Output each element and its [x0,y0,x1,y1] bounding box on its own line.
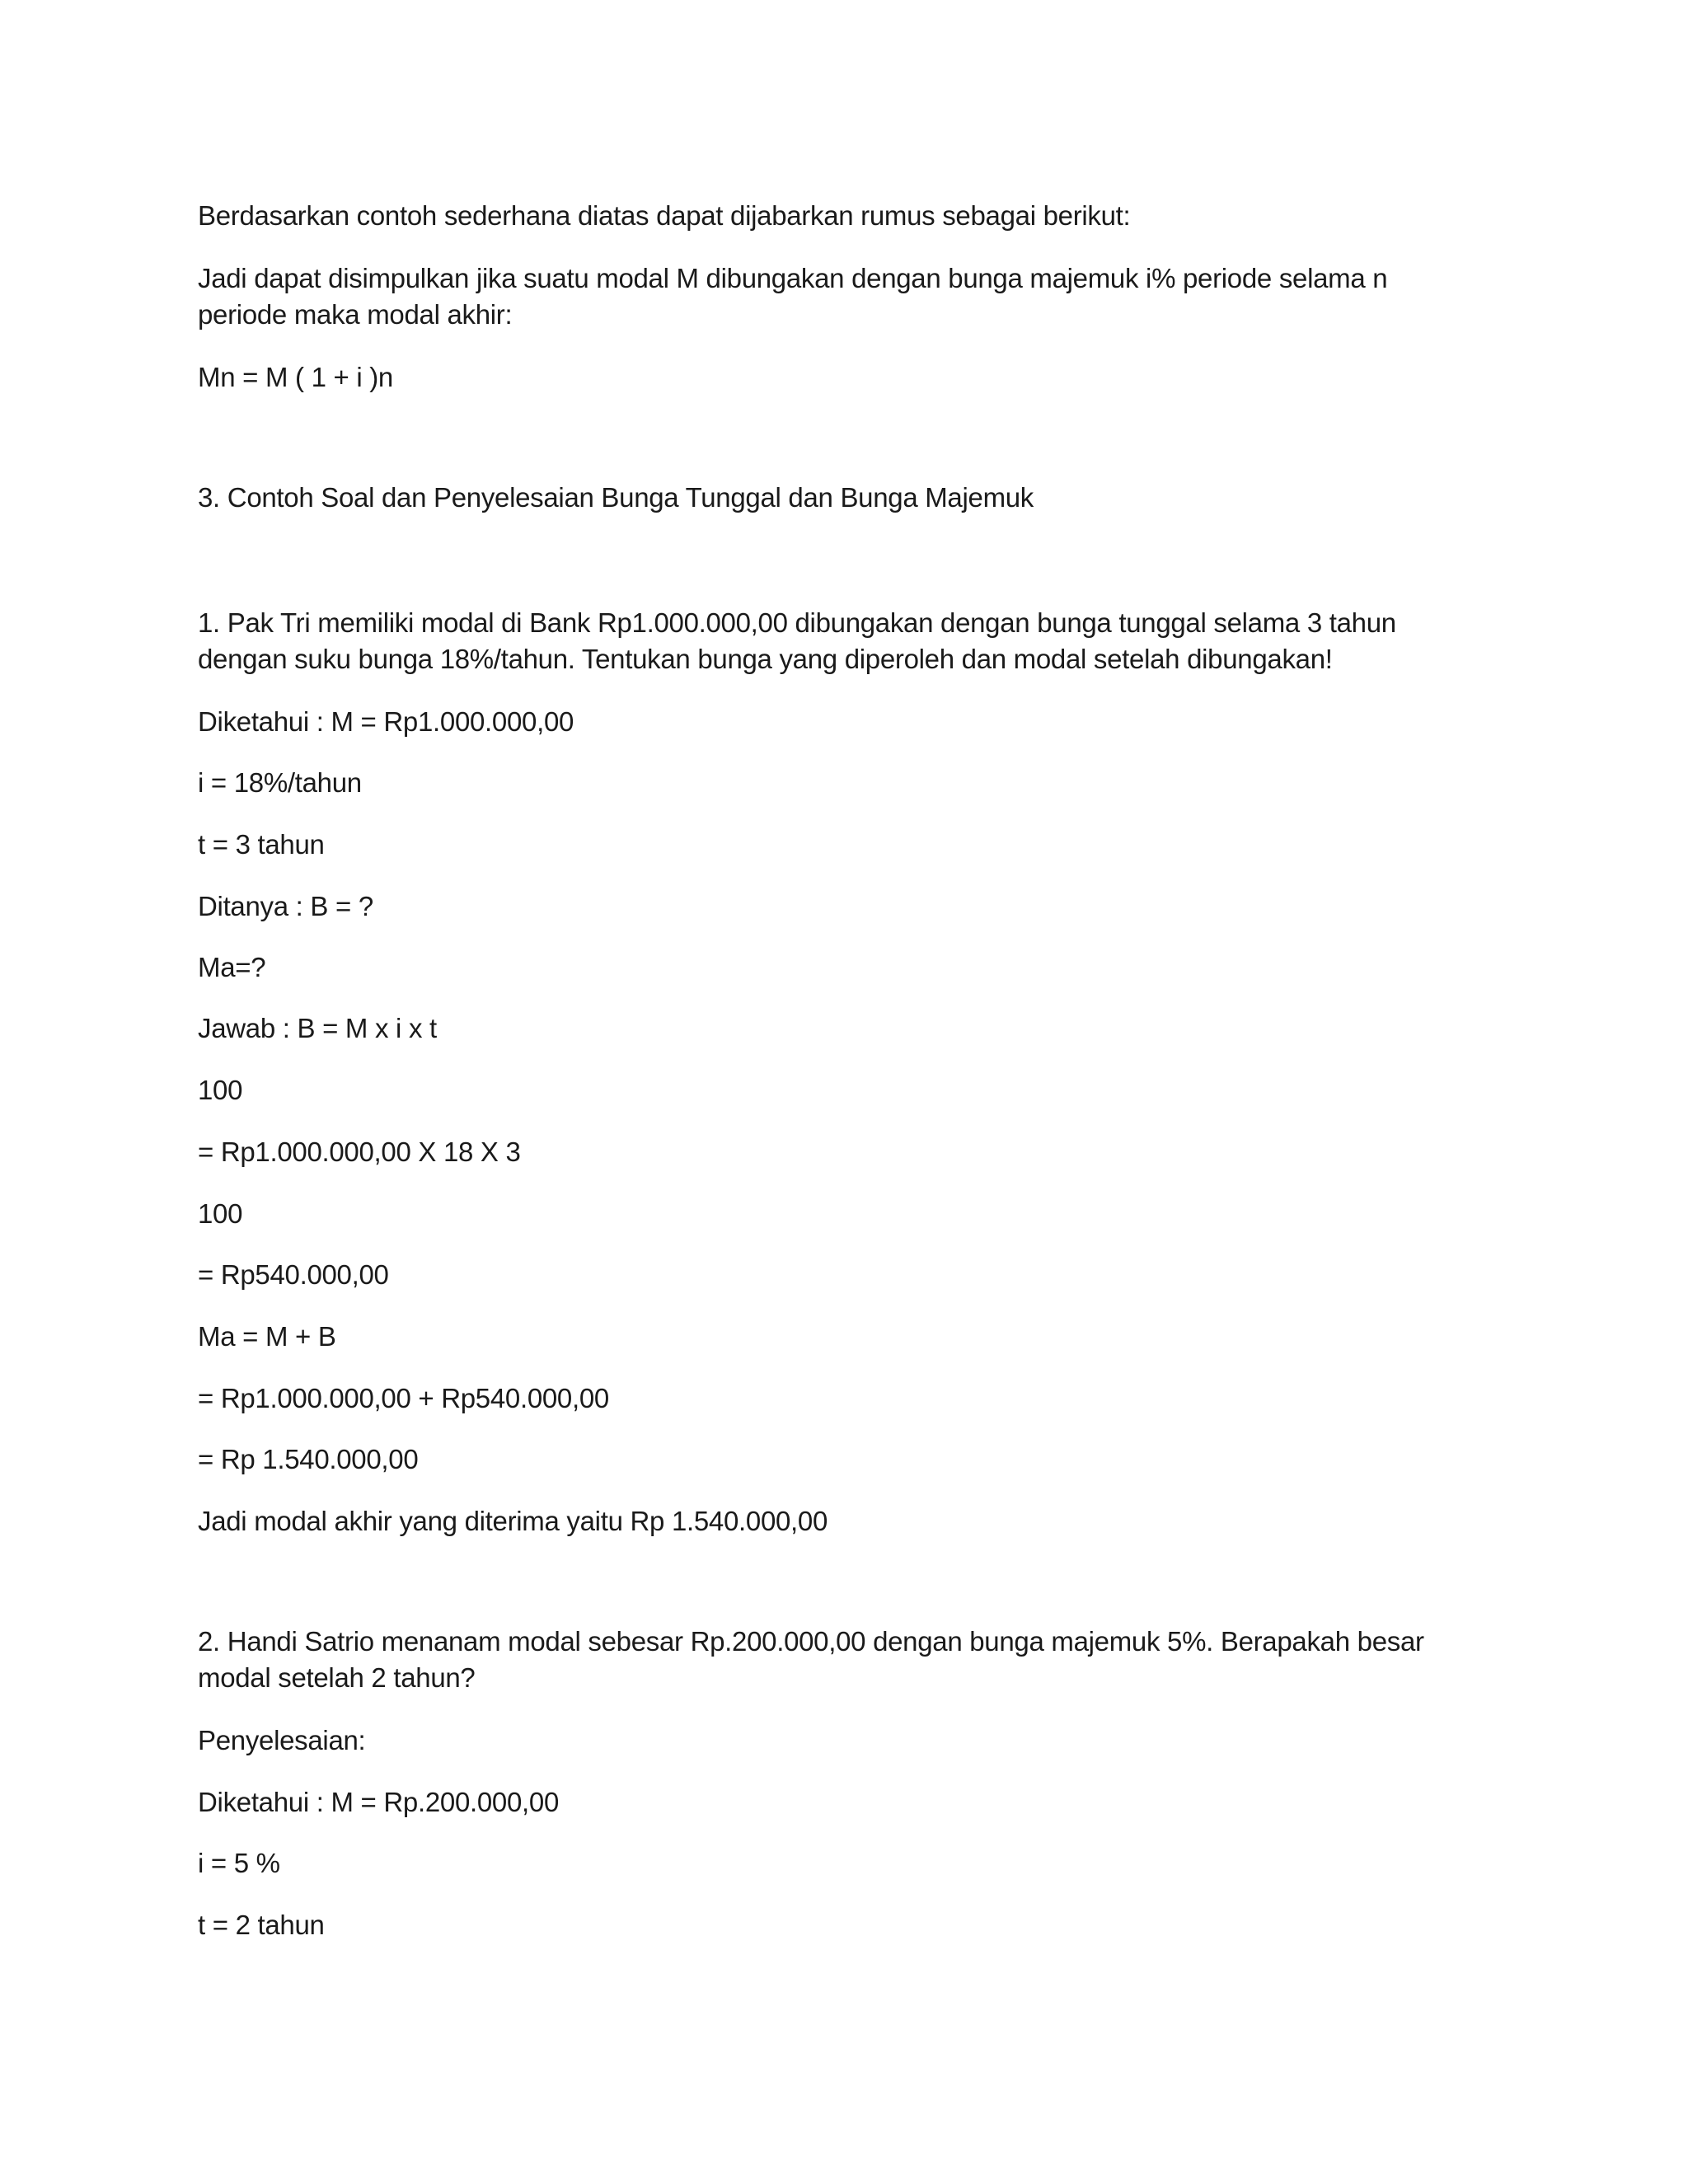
problem2-question-line-2: modal setelah 2 tahun? [198,1662,476,1693]
problem1-answer-formula: Jawab : B = M x i x t [198,1013,437,1043]
intro-text: Berdasarkan contoh sederhana diatas dapat dijabarkan rumus sebagai berikut: [198,200,1131,231]
conclusion-line-1: Jadi dapat disimpulkan jika suatu modal M dibungakan dengan bunga majemuk i% periode selama n [198,263,1388,293]
problem2-question-line-1: 2. Handi Satrio menanam modal sebesar Rp.200.000,00 dengan bunga majemuk 5%. Berapakah besar [198,1626,1424,1657]
problem1-asked-b: Ditanya : B = ? [198,891,373,921]
problem1-denominator-1: 100 [198,1075,243,1105]
problem1-substitution: = Rp1.000.000,00 X 18 X 3 [198,1137,521,1167]
compound-formula: Mn = M ( 1 + i )n [198,362,393,392]
problem2-known-m: Diketahui : M = Rp.200.000,00 [198,1787,559,1817]
problem1-final-result: = Rp 1.540.000,00 [198,1444,419,1474]
section-heading: 3. Contoh Soal dan Penyelesaian Bunga Tunggal dan Bunga Majemuk [198,482,1034,513]
problem1-final-formula: Ma = M + B [198,1321,336,1352]
problem2-known-i: i = 5 % [198,1848,280,1878]
problem1-asked-ma: Ma=? [198,952,266,982]
problem1-question-line-2: dengan suku bunga 18%/tahun. Tentukan bunga yang diperoleh dan modal setelah dibungakan! [198,644,1333,674]
problem1-interest-result: = Rp540.000,00 [198,1259,389,1290]
problem1-conclusion: Jadi modal akhir yang diterima yaitu Rp 1.540.000,00 [198,1506,828,1536]
problem2-solution-label: Penyelesaian: [198,1725,366,1755]
problem1-denominator-2: 100 [198,1198,243,1229]
problem1-final-substitution: = Rp1.000.000,00 + Rp540.000,00 [198,1383,609,1413]
problem1-question-line-1: 1. Pak Tri memiliki modal di Bank Rp1.000.000,00 dibungakan dengan bunga tunggal selama 3 tahun [198,607,1396,638]
problem2-known-t: t = 2 tahun [198,1910,325,1940]
problem1-known-i: i = 18%/tahun [198,767,362,798]
problem1-known-t: t = 3 tahun [198,829,325,860]
problem1-known-m: Diketahui : M = Rp1.000.000,00 [198,706,574,737]
conclusion-line-2: periode maka modal akhir: [198,299,513,330]
